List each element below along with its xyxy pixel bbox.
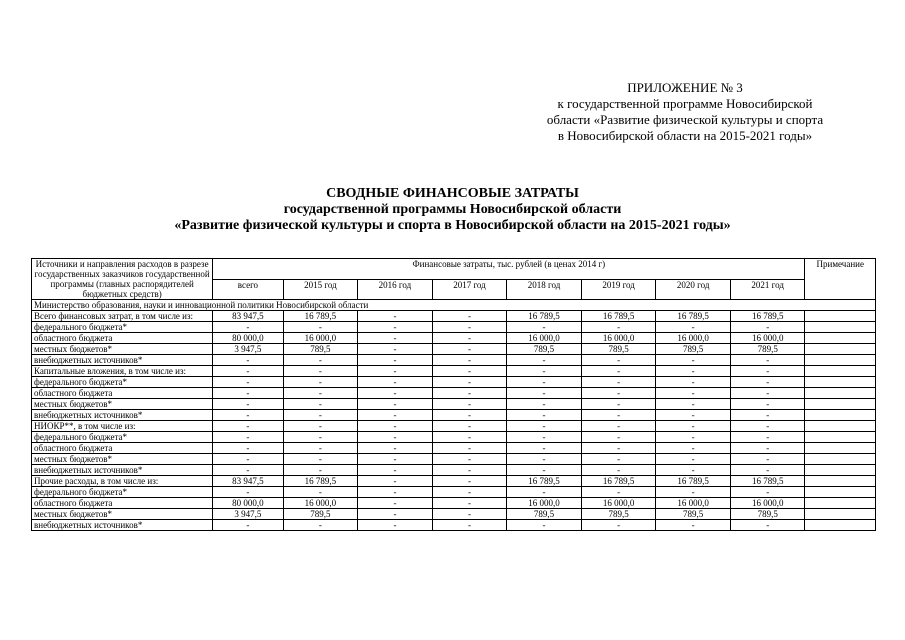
table-cell: -	[507, 421, 582, 432]
appendix-line: в Новосибирской области на 2015-2021 годы»	[557, 128, 813, 143]
table-cell: -	[432, 498, 507, 509]
table-cell: -	[432, 322, 507, 333]
table-row	[32, 333, 876, 344]
table-cell: -	[358, 520, 433, 531]
table-cell: -	[656, 520, 731, 531]
note-cell	[805, 322, 876, 333]
table-row	[32, 311, 876, 322]
row-label: внебюджетных источников*	[32, 465, 213, 476]
note-cell	[805, 487, 876, 498]
table-cell: -	[432, 410, 507, 421]
table-cell: 789,5	[283, 344, 358, 355]
table-cell: -	[730, 432, 805, 443]
table-cell: -	[507, 322, 582, 333]
appendix-line: области «Развитие физической культуры и спорта	[546, 112, 824, 127]
table-cell: 789,5	[507, 509, 582, 520]
table-cell: -	[432, 377, 507, 388]
row-label: местных бюджетов*	[32, 454, 213, 465]
note-cell	[805, 410, 876, 421]
column-header-year: 2016 год	[358, 279, 433, 300]
table-cell: -	[358, 443, 433, 454]
table-cell: 16 000,0	[581, 333, 656, 344]
table-cell: -	[213, 443, 283, 454]
table-cell: -	[432, 454, 507, 465]
note-cell	[805, 377, 876, 388]
table-cell: -	[656, 410, 731, 421]
table-cell: -	[283, 432, 358, 443]
title-line: государственной программы Новосибирской области	[283, 202, 622, 217]
table-cell: -	[432, 443, 507, 454]
table-cell: -	[507, 410, 582, 421]
table-cell: -	[283, 454, 358, 465]
table-row	[32, 476, 876, 487]
table-row	[32, 388, 876, 399]
note-cell	[805, 311, 876, 322]
table-cell: -	[656, 399, 731, 410]
table-cell: -	[213, 487, 283, 498]
table-cell: 16 000,0	[581, 498, 656, 509]
table-cell: -	[581, 366, 656, 377]
table-cell: -	[507, 465, 582, 476]
table-row	[32, 509, 876, 520]
table-cell: -	[432, 399, 507, 410]
table-cell: -	[656, 388, 731, 399]
table-cell: 789,5	[283, 509, 358, 520]
row-label: областного бюджета	[32, 333, 213, 344]
table-cell: 16 789,5	[283, 311, 358, 322]
table-cell: -	[581, 465, 656, 476]
table-cell: -	[358, 487, 433, 498]
table-cell: -	[432, 333, 507, 344]
source-column-header: Источники и направления расходов в разрезе государственных заказчиков государственной программы (главных распорядителей бюджетных средств)	[32, 259, 213, 300]
appendix-number: ПРИЛОЖЕНИЕ № 3	[627, 80, 743, 95]
table-cell: -	[730, 465, 805, 476]
row-label: федерального бюджета*	[32, 487, 213, 498]
table-cell: -	[581, 443, 656, 454]
table-cell: -	[358, 322, 433, 333]
table-cell: -	[730, 399, 805, 410]
table-row	[32, 520, 876, 531]
table-cell: -	[656, 465, 731, 476]
table-row	[32, 410, 876, 421]
table-cell: -	[581, 410, 656, 421]
table-cell: -	[213, 432, 283, 443]
table-cell: -	[581, 454, 656, 465]
table-cell: -	[213, 454, 283, 465]
table-cell: -	[656, 454, 731, 465]
table-cell: 16 789,5	[656, 311, 731, 322]
table-cell: -	[581, 388, 656, 399]
table-cell: -	[507, 355, 582, 366]
row-label: местных бюджетов*	[32, 399, 213, 410]
table-cell: -	[507, 443, 582, 454]
table-cell: -	[283, 377, 358, 388]
table-cell: -	[358, 410, 433, 421]
table-cell: -	[507, 377, 582, 388]
table-cell: -	[507, 366, 582, 377]
note-cell	[805, 476, 876, 487]
table-cell: -	[358, 432, 433, 443]
column-header-year: 2017 год	[432, 279, 507, 300]
table-cell: -	[358, 465, 433, 476]
table-cell: 16 789,5	[581, 476, 656, 487]
table-cell: 16 000,0	[507, 498, 582, 509]
table-cell: -	[507, 520, 582, 531]
table-cell: -	[656, 443, 731, 454]
table-cell: -	[507, 487, 582, 498]
note-cell	[805, 443, 876, 454]
table-cell: -	[432, 509, 507, 520]
table-cell: -	[283, 465, 358, 476]
row-label: НИОКР**, в том числе из:	[32, 421, 213, 432]
table-row	[32, 366, 876, 377]
table-cell: -	[283, 410, 358, 421]
row-label: внебюджетных источников*	[32, 410, 213, 421]
table-cell: -	[432, 366, 507, 377]
table-cell: -	[432, 388, 507, 399]
table-cell: 789,5	[581, 344, 656, 355]
table-cell: -	[283, 443, 358, 454]
table-cell: -	[581, 487, 656, 498]
row-label: местных бюджетов*	[32, 344, 213, 355]
table-cell: -	[656, 366, 731, 377]
table-cell: -	[432, 355, 507, 366]
table-cell: -	[213, 366, 283, 377]
table-cell: -	[283, 366, 358, 377]
table-cell: -	[581, 432, 656, 443]
column-header-year: 2021 год	[730, 279, 805, 300]
table-cell: -	[432, 311, 507, 322]
table-cell: -	[358, 355, 433, 366]
table-cell: -	[432, 520, 507, 531]
table-cell: 789,5	[507, 344, 582, 355]
table-cell: -	[213, 421, 283, 432]
table-cell: -	[283, 355, 358, 366]
note-column-header: Примечание	[805, 259, 876, 300]
table-cell: -	[581, 377, 656, 388]
table-cell: -	[730, 443, 805, 454]
row-label: областного бюджета	[32, 443, 213, 454]
table-cell: 83 947,5	[213, 476, 283, 487]
table-cell: -	[730, 520, 805, 531]
table-cell: -	[730, 410, 805, 421]
table-cell: -	[656, 421, 731, 432]
table-cell: -	[358, 509, 433, 520]
table-cell: -	[358, 476, 433, 487]
table-cell: -	[730, 454, 805, 465]
row-label: внебюджетных источников*	[32, 355, 213, 366]
table-cell: -	[730, 377, 805, 388]
table-cell: 16 789,5	[507, 311, 582, 322]
table-cell: -	[358, 311, 433, 322]
title-line: СВОДНЫЕ ФИНАНСОВЫЕ ЗАТРАТЫ	[326, 186, 579, 201]
table-cell: -	[213, 322, 283, 333]
table-cell: 789,5	[581, 509, 656, 520]
table-cell: -	[507, 454, 582, 465]
note-cell	[805, 333, 876, 344]
table-cell: 16 000,0	[730, 333, 805, 344]
table-cell: -	[507, 399, 582, 410]
table-cell: -	[213, 465, 283, 476]
table-cell: -	[656, 322, 731, 333]
table-cell: 16 789,5	[730, 311, 805, 322]
table-row	[32, 487, 876, 498]
table-cell: -	[213, 410, 283, 421]
table-cell: 83 947,5	[213, 311, 283, 322]
table-cell: -	[213, 377, 283, 388]
table-cell: -	[730, 421, 805, 432]
table-cell: -	[358, 344, 433, 355]
row-label: местных бюджетов*	[32, 509, 213, 520]
row-label: Капитальные вложения, в том числе из:	[32, 366, 213, 377]
table-cell: -	[507, 388, 582, 399]
table-cell: -	[656, 377, 731, 388]
table-cell: -	[432, 344, 507, 355]
table-row	[32, 355, 876, 366]
column-header-year: 2020 год	[656, 279, 731, 300]
table-cell: -	[283, 421, 358, 432]
table-cell: -	[730, 355, 805, 366]
table-cell: 789,5	[730, 344, 805, 355]
table-cell: 16 789,5	[656, 476, 731, 487]
column-header-year: 2018 год	[507, 279, 582, 300]
table-cell: -	[358, 377, 433, 388]
row-label: федерального бюджета*	[32, 432, 213, 443]
table-cell: -	[358, 333, 433, 344]
note-cell	[805, 520, 876, 531]
note-cell	[805, 421, 876, 432]
table-cell: -	[358, 498, 433, 509]
table-cell: 80 000,0	[213, 498, 283, 509]
table-cell: 16 789,5	[730, 476, 805, 487]
section-header-ministry: Министерство образования, науки и инновационной политики Новосибирской области	[32, 300, 876, 311]
table-cell: -	[432, 476, 507, 487]
note-cell	[805, 388, 876, 399]
table-cell: -	[283, 322, 358, 333]
table-cell: -	[283, 399, 358, 410]
note-cell	[805, 509, 876, 520]
note-cell	[805, 454, 876, 465]
column-header-year: 2019 год	[581, 279, 656, 300]
note-cell	[805, 355, 876, 366]
table-cell: -	[432, 487, 507, 498]
note-cell	[805, 465, 876, 476]
table-cell: 16 000,0	[283, 498, 358, 509]
row-label: федерального бюджета*	[32, 377, 213, 388]
table-cell: -	[358, 366, 433, 377]
table-cell: 16 000,0	[283, 333, 358, 344]
table-row	[32, 421, 876, 432]
table-cell: 16 000,0	[507, 333, 582, 344]
table-cell: 789,5	[730, 509, 805, 520]
table-cell: -	[581, 355, 656, 366]
table-cell: 16 000,0	[730, 498, 805, 509]
table-cell: -	[730, 388, 805, 399]
table-cell: 16 789,5	[283, 476, 358, 487]
table-cell: -	[213, 399, 283, 410]
column-header-total: всего	[213, 279, 283, 300]
table-cell: -	[507, 432, 582, 443]
document-title	[0, 186, 905, 234]
table-row	[32, 465, 876, 476]
table-cell: 3 947,5	[213, 344, 283, 355]
table-cell: 789,5	[656, 509, 731, 520]
row-label: Прочие расходы, в том числе из:	[32, 476, 213, 487]
row-label: федерального бюджета*	[32, 322, 213, 333]
row-label: областного бюджета	[32, 498, 213, 509]
note-cell	[805, 399, 876, 410]
table-cell: -	[581, 520, 656, 531]
table-cell: -	[730, 487, 805, 498]
table-cell: -	[432, 465, 507, 476]
financial-costs-header: Финансовые затраты, тыс. рублей (в ценах 2014 г)	[213, 259, 805, 280]
row-label: внебюджетных источников*	[32, 520, 213, 531]
row-label: Всего финансовых затрат, в том числе из:	[32, 311, 213, 322]
table-cell: 16 000,0	[656, 498, 731, 509]
table-cell: -	[283, 520, 358, 531]
table-cell: -	[358, 399, 433, 410]
table-cell: 16 000,0	[656, 333, 731, 344]
table-cell: -	[358, 454, 433, 465]
table-row	[32, 322, 876, 333]
table-row	[32, 377, 876, 388]
table-cell: -	[656, 355, 731, 366]
title-line: «Развитие физической культуры и спорта в Новосибирской области на 2015-2021 годы»	[174, 218, 731, 233]
financial-table	[31, 258, 876, 531]
note-cell	[805, 344, 876, 355]
table-cell: 16 789,5	[581, 311, 656, 322]
table-cell: -	[432, 432, 507, 443]
note-cell	[805, 432, 876, 443]
table-cell: -	[581, 322, 656, 333]
note-cell	[805, 366, 876, 377]
table-row	[32, 399, 876, 410]
table-cell: -	[730, 322, 805, 333]
table-cell: -	[581, 399, 656, 410]
table-cell: -	[283, 487, 358, 498]
table-cell: 16 789,5	[507, 476, 582, 487]
appendix-block	[505, 80, 865, 144]
table-cell: -	[213, 355, 283, 366]
table-row	[32, 344, 876, 355]
table-cell: -	[283, 388, 358, 399]
table-cell: -	[730, 366, 805, 377]
table-cell: -	[656, 487, 731, 498]
column-header-year: 2015 год	[283, 279, 358, 300]
table-cell: -	[213, 520, 283, 531]
table-cell: -	[581, 421, 656, 432]
table-row	[32, 432, 876, 443]
table-cell: -	[213, 388, 283, 399]
appendix-line: к государственной программе Новосибирской	[557, 96, 813, 111]
row-label: областного бюджета	[32, 388, 213, 399]
table-cell: 3 947,5	[213, 509, 283, 520]
table-cell: -	[656, 432, 731, 443]
table-cell: -	[358, 421, 433, 432]
table-cell: -	[432, 421, 507, 432]
table-cell: 80 000,0	[213, 333, 283, 344]
table-row	[32, 498, 876, 509]
table-cell: -	[358, 388, 433, 399]
table-row	[32, 454, 876, 465]
table-row	[32, 443, 876, 454]
note-cell	[805, 498, 876, 509]
table-cell: 789,5	[656, 344, 731, 355]
